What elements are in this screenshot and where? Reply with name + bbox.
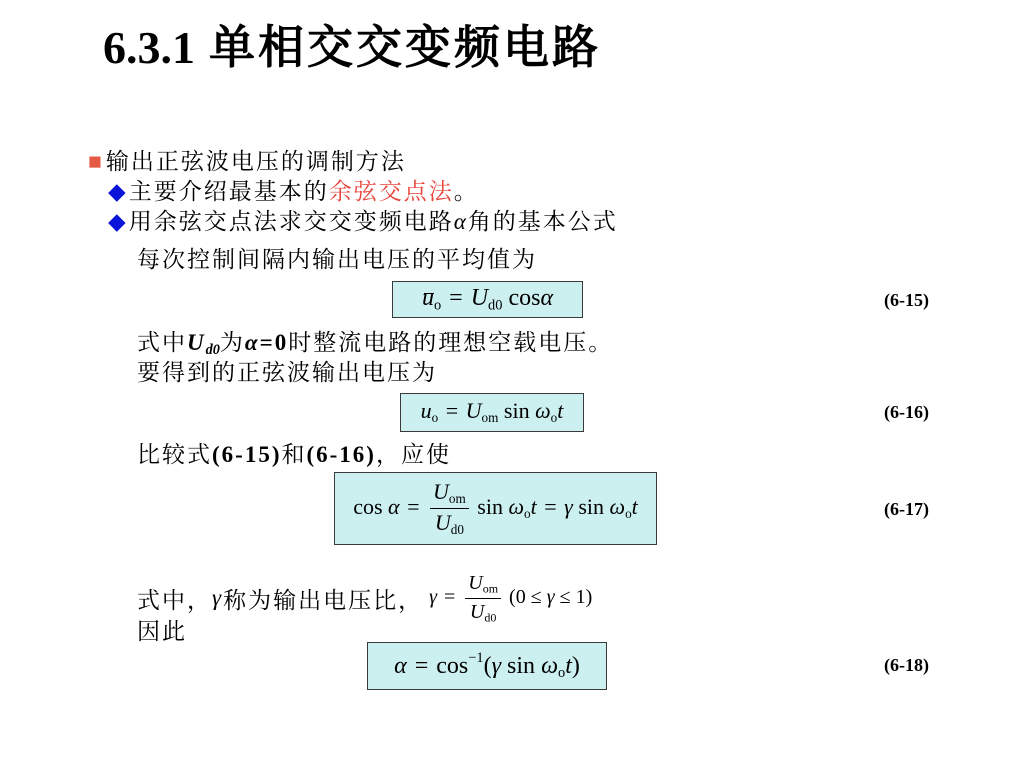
ud0-subscript: d0 — [205, 341, 220, 358]
eq-variable: U — [465, 398, 482, 424]
eq-function: cos — [436, 653, 469, 680]
eq-variable: u — [420, 398, 432, 424]
eq-function: sin — [507, 653, 536, 680]
eq-variable: U — [434, 510, 451, 535]
eq-subscript: o — [550, 410, 558, 426]
ud0-symbol: U — [187, 330, 206, 355]
eq-function: sin — [503, 398, 530, 424]
eq-variable: t — [631, 493, 638, 519]
average-voltage-line — [137, 245, 537, 275]
eq-variable: ω — [541, 653, 559, 680]
where-text-mid: 为 — [219, 330, 245, 355]
eq-variable: U — [469, 600, 485, 623]
target-output-text: 要得到的正弦波输出电压为 — [137, 360, 437, 385]
average-voltage-text: 每次控制间隔内输出电压的平均值为 — [137, 247, 537, 272]
eq-operator: = — [414, 653, 429, 680]
eq-variable: α — [388, 493, 400, 519]
where-text-before: 式中 — [137, 330, 187, 355]
red-square-bullet-icon: ■ — [88, 149, 104, 174]
fraction-numerator — [430, 480, 469, 509]
ratio-formula — [429, 572, 592, 625]
equation-box-6-15 — [392, 281, 583, 318]
eq-variable: ω — [535, 398, 551, 424]
equation-label-6-15: (6-15) — [884, 290, 929, 310]
point-text-end: 角的基本公式 — [467, 209, 618, 234]
equation-label-6-17: (6-17) — [884, 499, 929, 519]
eq-function: cos — [353, 493, 383, 519]
eq-subscript: o — [433, 297, 442, 314]
bullet-point-method — [108, 177, 479, 207]
compare-line — [137, 440, 451, 470]
eq-variable: t — [565, 653, 572, 680]
eq-function: sin — [578, 493, 605, 519]
alpha-condition: =0 — [259, 330, 289, 355]
eq-variable: ω — [508, 493, 525, 519]
alpha-symbol: α — [453, 209, 468, 234]
eq-variable: ω — [609, 493, 626, 519]
bullet-point-formula — [108, 207, 618, 237]
eq-subscript: o — [558, 665, 566, 682]
point-text-end: 。 — [453, 179, 479, 204]
eq-subscript: o — [431, 410, 439, 426]
eq-operator: = — [445, 398, 459, 424]
equation-6-17 — [353, 480, 638, 538]
eq-variable: γ — [429, 585, 437, 608]
eq-subscript: o — [524, 505, 531, 521]
eq-variable: U — [470, 285, 489, 312]
title-text: 单相交交变频电路 — [209, 22, 601, 73]
eq-fraction — [465, 572, 501, 625]
equation-box-6-16 — [400, 393, 584, 432]
equation-label-6-18: (6-18) — [884, 655, 929, 675]
hence-line — [137, 617, 187, 647]
equation-6-18 — [394, 651, 580, 681]
blue-diamond-bullet-icon: ◆ — [108, 209, 128, 234]
equation-box-6-18 — [367, 642, 607, 690]
eq-paren-open: ( — [483, 653, 492, 680]
point-text: 用余弦交点法求交交变频电路 — [128, 209, 454, 234]
target-output-line — [137, 358, 437, 388]
point-text: 主要介绍最基本的 — [128, 179, 329, 204]
eq-variable: t — [557, 398, 564, 424]
range-close: 1) — [575, 585, 593, 608]
eq-variable: U — [468, 571, 483, 594]
eq-subscript: d0 — [488, 297, 503, 314]
equation-label-6-16: (6-16) — [884, 402, 929, 422]
eq-operator: = — [449, 285, 463, 312]
eq-variable: α — [394, 653, 407, 680]
eq-paren-close: ) — [571, 653, 580, 680]
eq-operator: = — [443, 585, 456, 608]
eq-mean-output-voltage-symbol: u — [421, 285, 434, 312]
eq-subscript: o — [625, 505, 632, 521]
blue-diamond-bullet-icon: ◆ — [108, 179, 128, 204]
eq-superscript: −1 — [468, 650, 484, 667]
eq-subscript: om — [481, 410, 499, 426]
eq-variable: α — [540, 285, 554, 312]
compare-text: ，应使 — [375, 442, 451, 467]
eq-operator: ≤ — [559, 585, 571, 608]
eq-subscript: om — [482, 581, 499, 596]
eq-function: cos — [508, 285, 541, 312]
eq-subscript: d0 — [450, 521, 464, 537]
eq-variable: γ — [491, 653, 502, 680]
equation-6-16 — [421, 400, 564, 424]
fraction-denominator — [430, 509, 469, 537]
highlighted-method-name: 余弦交点法 — [328, 179, 454, 204]
section-heading-text: 输出正弦波电压的调制方法 — [105, 149, 406, 174]
compare-text: 和 — [281, 442, 307, 467]
equation-reference: (6-16) — [306, 442, 376, 467]
title-section-number: 6.3.1 — [103, 22, 195, 73]
fraction-numerator — [465, 572, 501, 599]
eq-variable: U — [433, 478, 449, 504]
eq-operator: = — [544, 493, 557, 519]
range-open: (0 — [509, 585, 526, 608]
compare-text: 比较式 — [137, 442, 212, 467]
eq-subscript: om — [448, 490, 466, 506]
eq-variable: γ — [546, 585, 555, 608]
gamma-symbol: γ — [212, 585, 224, 610]
ratio-definition-line — [137, 566, 592, 630]
eq-operator: ≤ — [530, 585, 542, 608]
fraction-denominator — [465, 599, 501, 625]
equation-box-6-17 — [334, 472, 657, 545]
where-text-after: 时整流电路的理想空载电压。 — [288, 330, 614, 355]
eq-operator: = — [407, 493, 420, 519]
eq-variable: t — [530, 493, 537, 519]
slide-title — [103, 18, 601, 78]
alpha-symbol: α — [244, 330, 260, 355]
equation-reference: (6-15) — [212, 442, 282, 467]
eq-variable: γ — [564, 493, 573, 519]
equation-6-15 — [422, 286, 553, 313]
ratio-text-before: 式中， — [137, 587, 212, 613]
hence-text: 因此 — [137, 619, 187, 644]
eq-function: sin — [477, 493, 503, 519]
eq-fraction — [430, 480, 469, 538]
section-heading — [88, 147, 406, 177]
eq-subscript: d0 — [484, 610, 497, 625]
ratio-text-after: 称为输出电压比， — [223, 587, 424, 613]
